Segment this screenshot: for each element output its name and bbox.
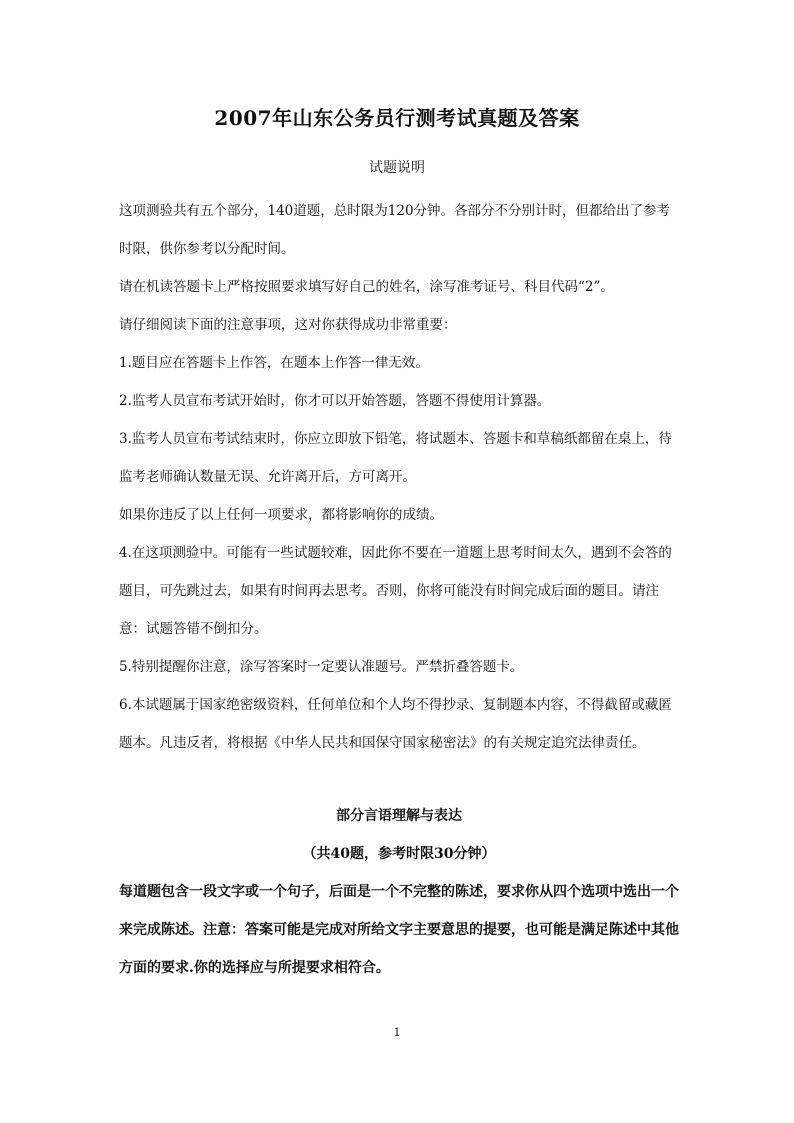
section-subheading: （共40题，参考时限30分钟） — [302, 846, 496, 862]
paragraph-answer-card: 请在机读答题卡上严格按照要求填写好自己的姓名，涂写准考证号、科目代码“2”。 — [119, 279, 614, 295]
paragraph-overview: 这项测验共有五个部分，140道题，总时限为120分钟。各部分不分别计时，但都给出了参考时限，供你参考以分配时间。 — [119, 203, 671, 257]
document-subtitle: 试题说明 — [369, 160, 425, 176]
paragraph-rule-2: 2.监考人员宣布考试开始时，你才可以开始答题，答题不得使用计算器。 — [119, 393, 551, 409]
document-title: 2007年山东公务员行测考试真题及答案 — [214, 106, 580, 130]
section-verbal — [119, 797, 679, 987]
paragraph-rule-1: 1.题目应在答题卡上作答，在题本上作答一律无效。 — [119, 355, 429, 371]
paragraph-rule-4: 4.在这项测验中。可能有一些试题较难，因此你不要在一道题上思考时间太久，遇到不会答的题目，可先跳过去，如果有时间再去思考。否则，你将可能没有时间完成后面的题目。请注意：试题答错不倒扣分。 — [119, 545, 672, 637]
paragraph-violation-warning: 如果你违反了以上任何一项要求，都将影响你的成绩。 — [119, 507, 443, 523]
section-instruction: 每道题包含一段文字或一个句子，后面是一个不完整的陈述，要求你从四个选项中选出一个来完成陈述。注意：答案可能是完成对所给文字主要意思的提要，也可能是满足陈述中其他方面的要求.你的选择应与所提要求相符合。 — [119, 884, 679, 976]
section-heading: 部分言语理解与表达 — [336, 808, 462, 824]
paragraph-rule-3: 3.监考人员宣布考试结束时，你应立即放下铅笔，将试题本、答题卡和草稿纸都留在桌上，待监考老师确认数量无误、允许离开后，方可离开。 — [119, 431, 672, 485]
page-number: 1 — [393, 1026, 401, 1039]
instructions-body — [119, 192, 679, 762]
paragraph-notice-intro: 请仔细阅读下面的注意事项，这对你获得成功非常重要： — [119, 317, 457, 333]
paragraph-rule-6: 6.本试题属于国家绝密级资料，任何单位和个人均不得抄录、复制题本内容，不得截留或藏匿题本。凡违反者，将根据《中华人民共和国保守国家秘密法》的有关规定追究法律责任。 — [119, 697, 672, 751]
paragraph-rule-5: 5.特别提醒你注意，涂写答案时一定要认准题号。严禁折叠答题卡。 — [119, 659, 524, 675]
